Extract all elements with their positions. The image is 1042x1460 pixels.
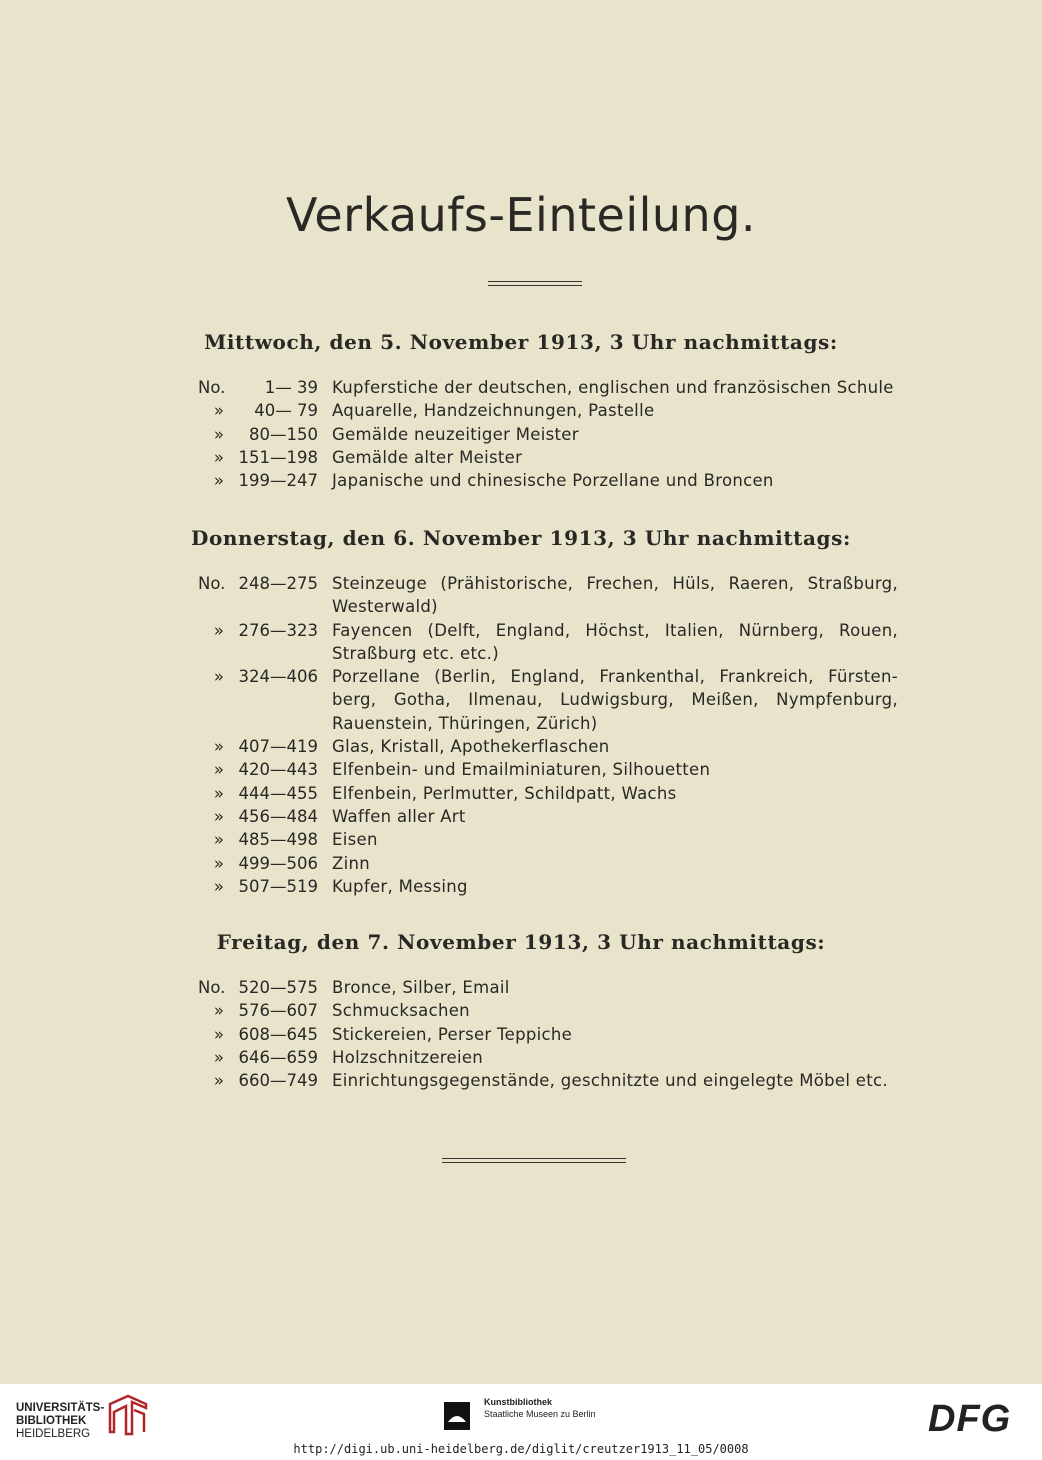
library-name-line1: UNIVERSITÄTS-: [16, 1402, 105, 1414]
entry-range: 660—749: [238, 1071, 318, 1091]
section-heading-friday: Freitag, den 7. November 1913, 3 Uhr nachmittags:: [216, 930, 826, 954]
list-item: [198, 446, 898, 469]
entry-description: Aquarelle, Handzeichnungen, Pastelle: [332, 401, 655, 421]
entry-prefix: »: [213, 876, 224, 896]
entry-description: Elfenbein, Perlmutter, Schildpatt, Wachs: [332, 783, 677, 803]
list-item: [198, 1069, 898, 1092]
entry-description: Bronce, Silber, Email: [332, 978, 510, 997]
list-item: [198, 828, 898, 851]
entry-description: Steinzeuge (Prähistorische, Frechen, Hüls, Raeren, Straßburg, Westerwald): [332, 574, 898, 617]
entry-prefix: »: [213, 760, 224, 780]
entry-range: 608—645: [238, 1024, 318, 1044]
entry-description: Holzschnitzereien: [332, 1047, 484, 1067]
entry-description: Zinn: [332, 853, 371, 873]
title-divider: [488, 281, 582, 286]
entry-range: 151—198: [238, 447, 318, 467]
entry-range: 576—607: [238, 1001, 318, 1021]
kb-line2: Staatliche Museen zu Berlin: [484, 1409, 596, 1419]
entry-description: Einrichtungsgegenstände, geschnitzte und eingelegte Möbel etc.: [332, 1071, 888, 1091]
entry-prefix: »: [213, 737, 224, 757]
list-item: [198, 1046, 898, 1069]
list-item: [198, 735, 898, 758]
library-emblem-icon: [104, 1392, 152, 1438]
kb-line1: Kunstbibliothek: [484, 1397, 552, 1407]
entry-prefix: »: [213, 401, 224, 421]
kunstbibliothek-logo[interactable]: [484, 1396, 596, 1420]
list-item: [198, 758, 898, 781]
university-library-logo[interactable]: [16, 1402, 104, 1441]
list-item: [198, 376, 898, 399]
entry-description: Eisen: [332, 830, 378, 850]
library-name-line3: HEIDELBERG: [16, 1428, 91, 1440]
entry-range: 324—406: [238, 667, 318, 687]
section-entries-friday: [198, 976, 898, 1092]
entry-description: Kupferstiche der deutschen, englischen und französischen Schule: [332, 378, 894, 397]
library-name-line2: BIBLIOTHEK: [16, 1415, 87, 1427]
entry-range: 456—484: [238, 806, 318, 826]
permalink-url[interactable]: http://digi.ub.uni-heidelberg.de/diglit/creutzer1913_11_05/0008: [293, 1442, 749, 1456]
dfg-logo[interactable]: DFG: [928, 1398, 1012, 1440]
closing-divider: [442, 1158, 626, 1163]
entry-description: Porzellane (Berlin, England, Frankenthal, Frankreich, Fürsten-berg, Gotha, Ilmenau, Ludwigsburg, Meißen, Nympfenburg, Rauenstein, Thüringen, Zürich): [332, 667, 898, 733]
entry-description: Fayencen (Delft, England, Höchst, Italien, Nürnberg, Rouen, Straßburg etc. etc.): [332, 620, 898, 663]
entry-prefix: »: [213, 806, 224, 826]
entry-range: 520—575: [238, 978, 318, 997]
list-item: [198, 805, 898, 828]
entry-description: Gemälde neuzeitiger Meister: [332, 424, 579, 444]
entry-description: Schmucksachen: [332, 1001, 470, 1021]
entry-range: 276—323: [238, 620, 318, 640]
list-item: [198, 1023, 898, 1046]
entry-range: 444—455: [238, 783, 318, 803]
entry-range: 80—150: [249, 424, 318, 444]
entry-prefix: »: [213, 783, 224, 803]
list-item: [198, 875, 898, 898]
list-item: [198, 999, 898, 1022]
list-item: [198, 399, 898, 422]
entry-range: 646—659: [238, 1047, 318, 1067]
entry-prefix: No.: [198, 574, 226, 593]
section-heading-wednesday: Mittwoch, den 5. November 1913, 3 Uhr nachmittags:: [204, 330, 838, 354]
entry-prefix: »: [213, 1001, 224, 1021]
entry-range: 199—247: [238, 471, 318, 491]
entry-prefix: »: [213, 447, 224, 467]
entry-range: 40— 79: [254, 401, 318, 421]
entry-prefix: »: [213, 471, 224, 491]
list-item: [198, 469, 898, 492]
entry-description: Gemälde alter Meister: [332, 447, 523, 467]
entry-prefix: »: [213, 620, 224, 640]
entry-range: 499—506: [238, 853, 318, 873]
page-title: Verkaufs-Einteilung.: [285, 188, 757, 242]
entry-range: 407—419: [238, 737, 318, 757]
entry-range: 420—443: [238, 760, 318, 780]
entry-description: Waffen aller Art: [332, 806, 466, 826]
entry-prefix: »: [213, 1024, 224, 1044]
digitization-footer: [0, 1384, 1042, 1460]
entry-prefix: »: [213, 830, 224, 850]
section-heading-thursday: Donnerstag, den 6. November 1913, 3 Uhr nachmittags:: [191, 526, 851, 550]
list-item: [198, 852, 898, 875]
entry-prefix: No.: [198, 978, 226, 997]
entry-description: Stickereien, Perser Teppiche: [332, 1024, 573, 1044]
section-entries-wednesday: [198, 376, 898, 492]
list-item: [198, 572, 898, 619]
entry-description: Japanische und chinesische Porzellane und Broncen: [332, 471, 774, 491]
section-entries-thursday: [198, 572, 898, 898]
list-item: [198, 619, 898, 666]
list-item: [198, 665, 898, 735]
entry-description: Glas, Kristall, Apothekerflaschen: [332, 737, 610, 757]
entry-description: Elfenbein- und Emailminiaturen, Silhouetten: [332, 760, 711, 780]
list-item: [198, 423, 898, 446]
entry-range: 507—519: [238, 876, 318, 896]
entry-prefix: »: [213, 667, 224, 687]
entry-prefix: »: [213, 424, 224, 444]
entry-range: 485—498: [238, 830, 318, 850]
entry-prefix: No.: [198, 378, 226, 397]
list-item: [198, 976, 898, 999]
kunstbibliothek-emblem-icon: [444, 1402, 470, 1430]
entry-range: 1— 39: [264, 378, 318, 397]
entry-range: 248—275: [238, 574, 318, 593]
entry-prefix: »: [213, 1047, 224, 1067]
entry-prefix: »: [213, 1071, 224, 1091]
entry-description: Kupfer, Messing: [332, 876, 468, 896]
list-item: [198, 782, 898, 805]
entry-prefix: »: [213, 853, 224, 873]
